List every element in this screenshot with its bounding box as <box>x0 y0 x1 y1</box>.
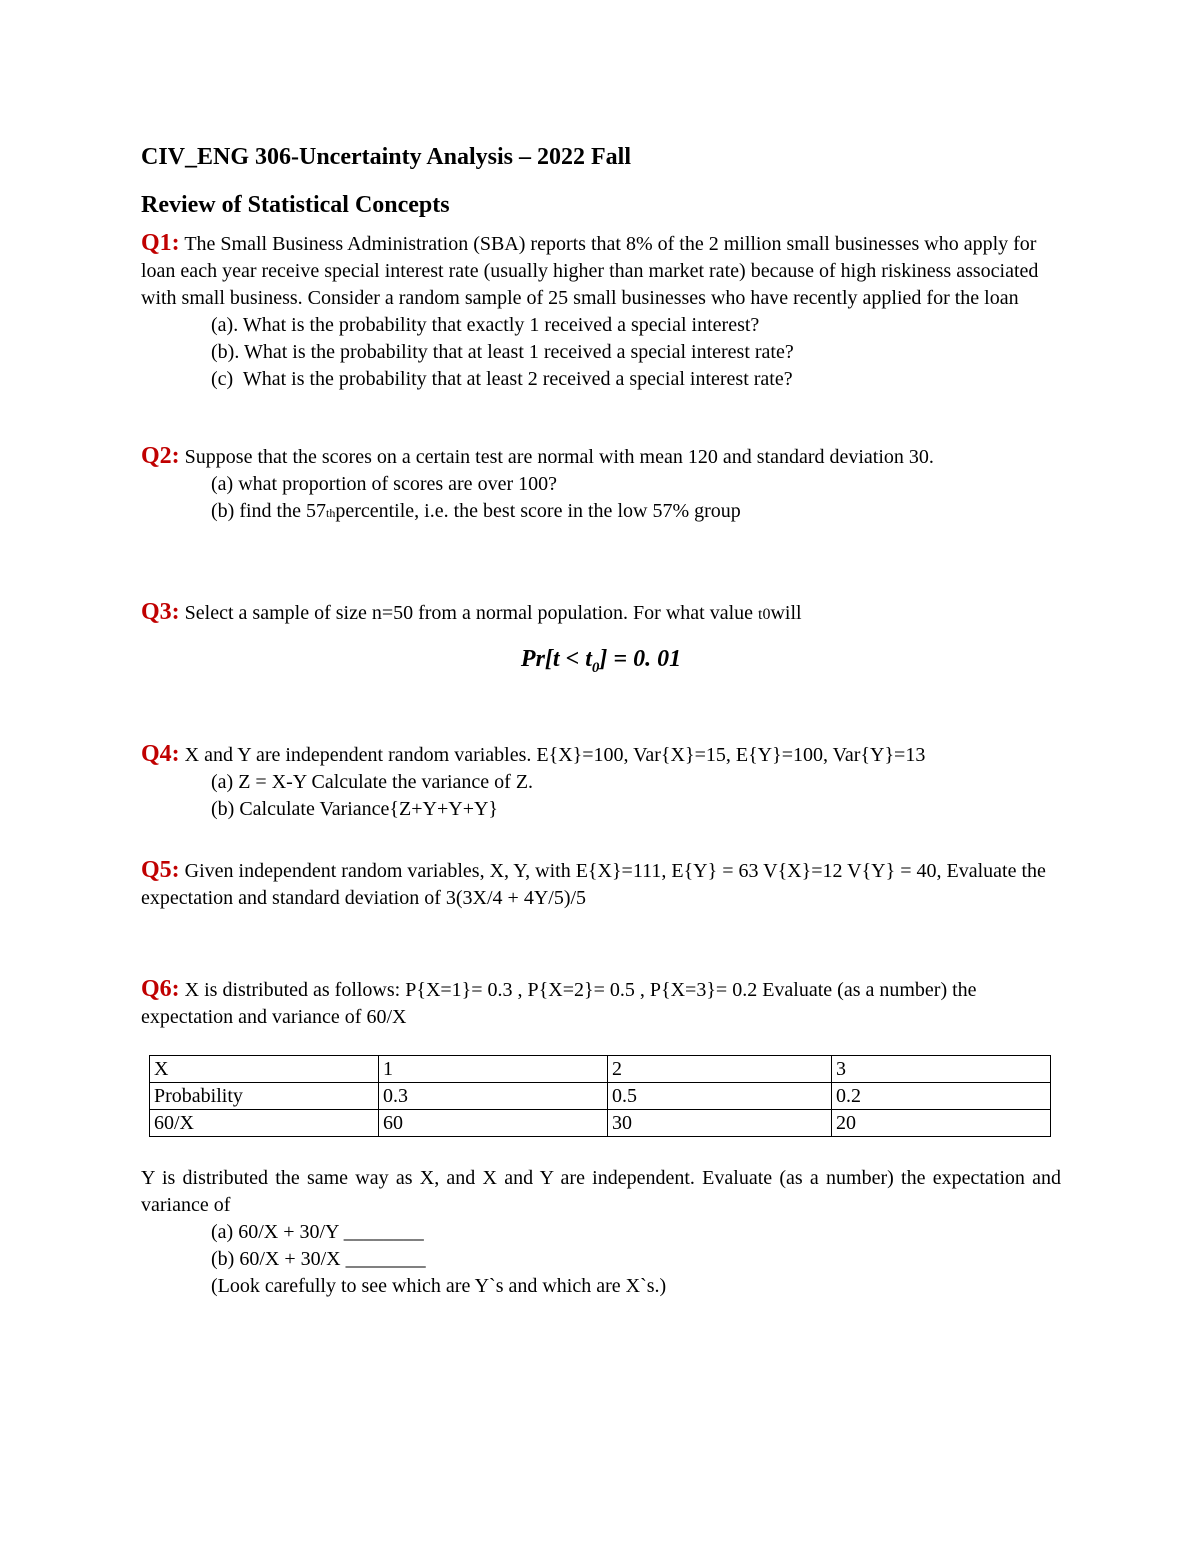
table-cell: 60 <box>379 1109 608 1136</box>
table-cell: 0.2 <box>832 1082 1051 1109</box>
document-subtitle: Review of Statistical Concepts <box>141 192 450 218</box>
question-2-part-b-text: (b) find the 57 <box>211 500 326 522</box>
question-3-t0: t0 <box>758 606 771 623</box>
question-3-will: will <box>770 602 802 624</box>
question-2-superscript: th <box>325 506 336 520</box>
question-2 <box>141 443 1061 527</box>
document-content <box>141 140 1061 1300</box>
distribution-table <box>149 1055 1051 1137</box>
table-row <box>150 1082 1051 1109</box>
question-6 <box>141 976 1061 1300</box>
table-row <box>150 1055 1051 1082</box>
table-cell: 0.3 <box>379 1082 608 1109</box>
document-title: CIV_ENG 306-Uncertainty Analysis – 2022 Fall <box>141 144 632 170</box>
question-6-label: Q6: <box>141 975 180 1002</box>
question-2-label: Q2: <box>141 443 180 469</box>
question-3-text: Select a sample of size n=50 from a normal population. For what value <box>184 602 754 624</box>
question-3-label: Q3: <box>141 599 180 625</box>
question-4-text: X and Y are independent random variables. E{X}=100, Var{X}=15, E{Y}=100, Var{Y}=13 <box>184 743 926 766</box>
question-5 <box>141 857 1061 912</box>
question-5-label: Q5: <box>141 856 180 883</box>
question-6-text: X is distributed as follows: P{X=1}= 0.3 , P{X=2}= 0.5 , P{X=3}= 0.2 Evaluate (as a number) the expectation and variance of 60/X <box>141 978 977 1028</box>
question-1-label: Q1: <box>141 230 180 256</box>
table-row <box>150 1109 1051 1136</box>
question-1-part-c: (c) What is the probability that at least 2 received a special interest rate? <box>211 368 793 390</box>
equation-left: Pr[t < t <box>520 646 592 672</box>
question-6-note: (Look carefully to see which are Y`s and which are X`s.) <box>211 1274 667 1297</box>
question-2-part-b-rest: percentile, i.e. the best score in the low 57% group <box>335 500 741 522</box>
question-3 <box>141 599 1061 677</box>
table-cell: 30 <box>608 1109 832 1136</box>
question-3-equation <box>141 646 1061 677</box>
question-6-followup: Y is distributed the same way as X, and X and Y are independent. Evaluate (as a number) the expectation and variance of <box>141 1166 1061 1216</box>
question-4 <box>141 741 1061 823</box>
table-cell: 3 <box>832 1055 1051 1082</box>
table-cell: 60/X <box>150 1109 379 1136</box>
question-2-part-a: (a) what proportion of scores are over 100? <box>211 473 557 495</box>
question-4-part-b: (b) Calculate Variance{Z+Y+Y+Y} <box>211 797 499 820</box>
table-cell: X <box>150 1055 379 1082</box>
table-cell: 1 <box>379 1055 608 1082</box>
question-1-text: The Small Business Administration (SBA) reports that 8% of the 2 million small businesses who apply for loan each year receive special interest rate (usually higher than market rate) because of high riskiness associated with small business. Consider a random sample of 25 small businesses who have recently applied for the loan <box>141 233 1039 309</box>
table-cell: 20 <box>832 1109 1051 1136</box>
question-5-text: Given independent random variables, X, Y, with E{X}=111, E{Y} = 63 V{X}=12 V{Y} = 40, Evaluate the expectation and standard deviation of 3(3X/4 + 4Y/5)/5 <box>141 859 1046 909</box>
question-2-text: Suppose that the scores on a certain test are normal with mean 120 and standard deviation 30. <box>184 446 934 468</box>
table-cell: 2 <box>608 1055 832 1082</box>
table-cell: 0.5 <box>608 1082 832 1109</box>
question-1-part-a: (a). What is the probability that exactly 1 received a special interest? <box>211 314 760 336</box>
question-2-part-b <box>211 498 1061 527</box>
table-cell: Probability <box>150 1082 379 1109</box>
question-6-part-a: (a) 60/X + 30/Y ________ <box>211 1220 424 1243</box>
question-1 <box>141 230 1061 393</box>
question-1-part-b: (b). What is the probability that at least 1 received a special interest rate? <box>211 341 794 363</box>
question-4-label: Q4: <box>141 740 180 767</box>
equation-subscript: 0 <box>591 659 600 676</box>
question-4-part-a: (a) Z = X-Y Calculate the variance of Z. <box>211 770 534 793</box>
question-6-part-b: (b) 60/X + 30/X ________ <box>211 1247 426 1270</box>
equation-right: ] = 0. 01 <box>599 646 682 672</box>
